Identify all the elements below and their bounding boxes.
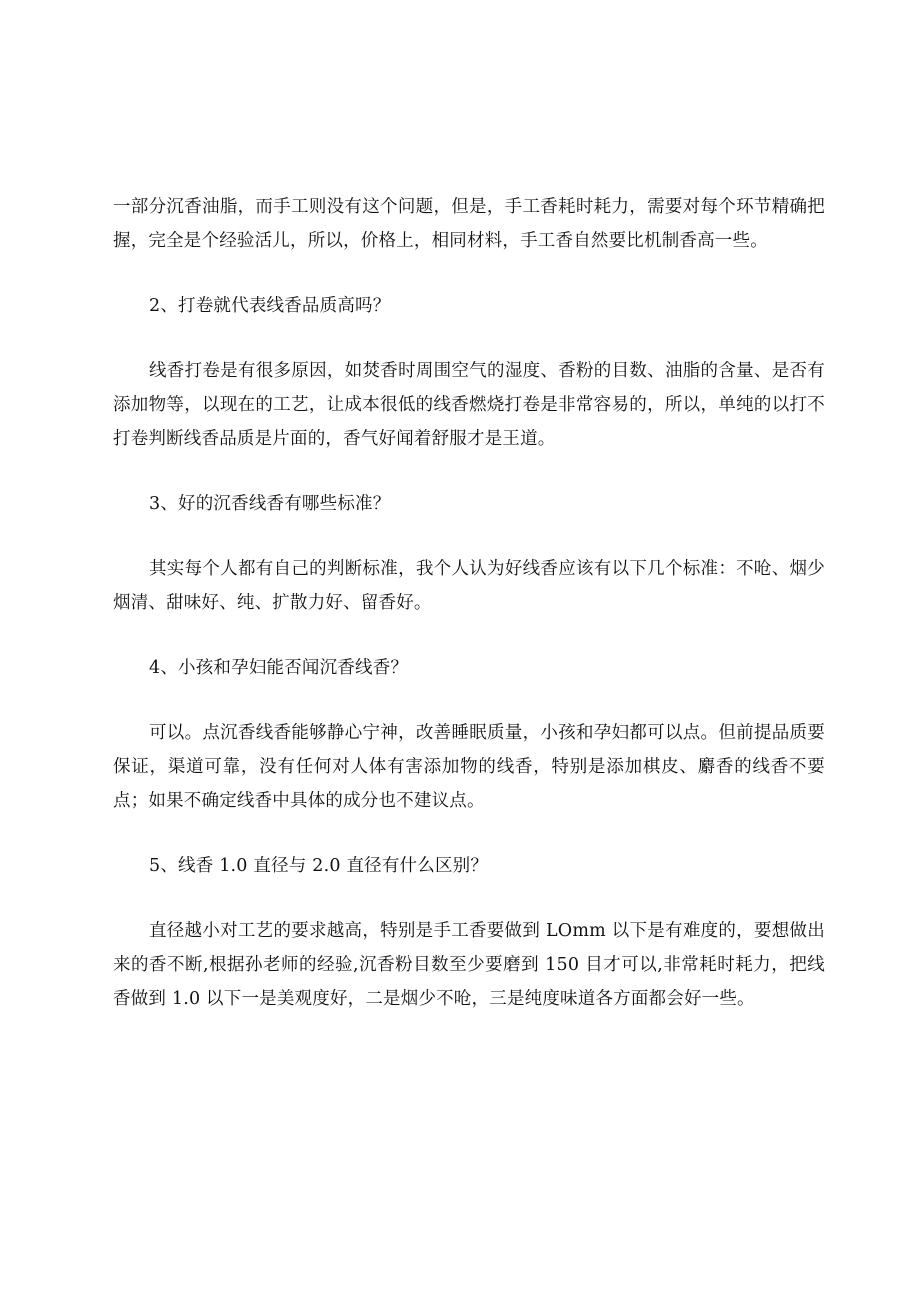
paragraph-a4: 可以。点沉香线香能够静心宁神，改善睡眠质量，小孩和孕妇都可以点。但前提品质要保证，渠道可靠，没有任何对人体有害添加物的线香，特别是添加棋皮、麝香的线香不要点；如果不确定线香中具体的成分也不建议点。 [113, 723, 825, 811]
heading-q4: 4、小孩和孕妇能否闻沉香线香？ [149, 658, 409, 678]
document-page [113, 190, 825, 1016]
heading-q5: 5、线香 1.0 直径与 2.0 直径有什么区别？ [149, 856, 489, 876]
paragraph-a2: 线香打卷是有很多原因，如焚香时周围空气的湿度、香粉的目数、油脂的含量、是否有添加物等，以现在的工艺，让成本很低的线香燃烧打卷是非常容易的，所以，单纯的以打不打卷判断线香品质是片面的，香气好闻着舒服才是王道。 [113, 361, 825, 449]
paragraph-a3: 其实每个人都有自己的判断标准，我个人认为好线香应该有以下几个标准：不呛、烟少烟清、甜味好、纯、扩散力好、留香好。 [113, 559, 825, 613]
paragraph-intro: 一部分沉香油脂，而手工则没有这个问题，但是，手工香耗时耗力，需要对每个环节精确把握，完全是个经验活儿，所以，价格上，相同材料，手工香自然要比机制香高一些。 [113, 197, 825, 251]
heading-q3: 3、好的沉香线香有哪些标准？ [149, 494, 391, 514]
heading-q2: 2、打卷就代表线香品质高吗？ [149, 296, 391, 316]
paragraph-a5: 直径越小对工艺的要求越高，特别是手工香要做到 LOmm 以下是有难度的，要想做出来的香不断,根据孙老师的经验,沉香粉目数至少要磨到 150 目才可以,非常耗时耗力，把线香做到 1.0 以下一是美观度好，二是烟少不呛，三是纯度味道各方面都会好一些。 [113, 921, 825, 1009]
